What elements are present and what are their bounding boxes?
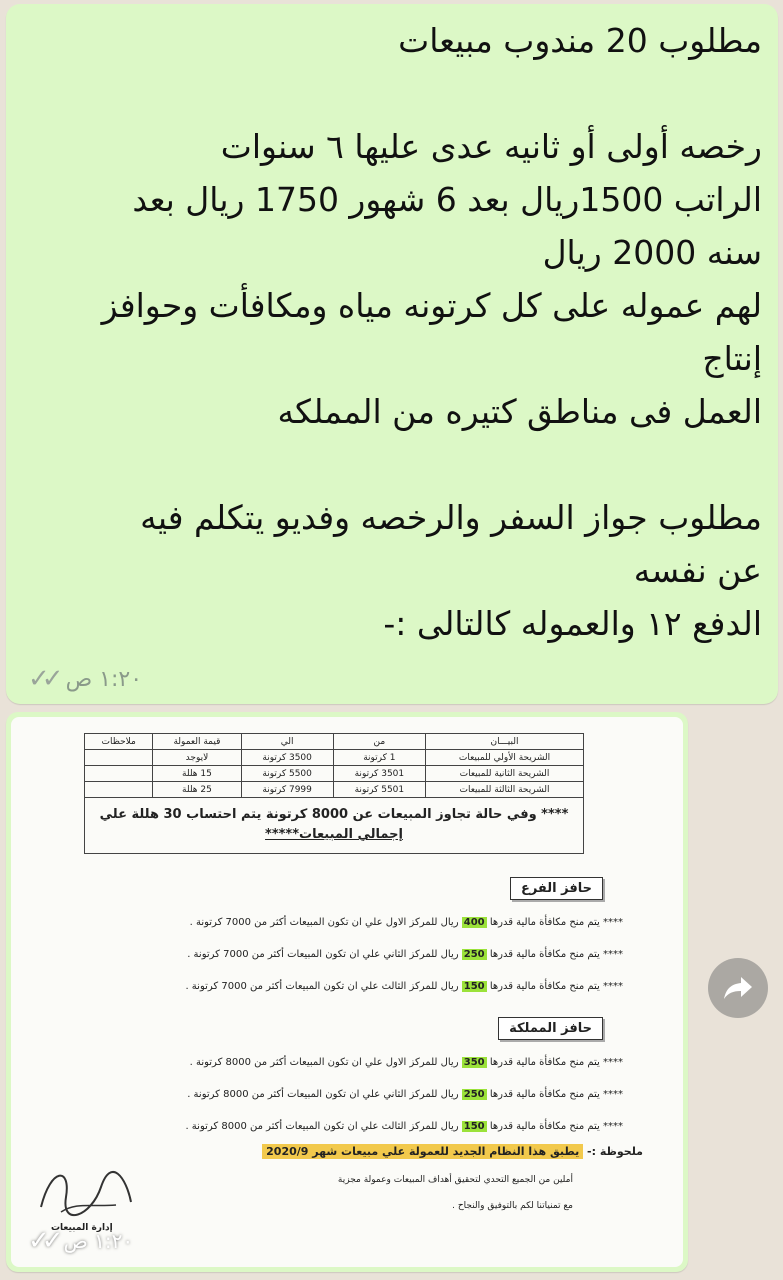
excess-sales-note-line: إجمالي المبيعات*****: [265, 827, 403, 842]
rule-prefix: **** يتم منح مكافأة مالية قدرها: [489, 981, 623, 992]
table-header: البيـــان: [425, 734, 583, 750]
message-line: العمل فى مناطق كتيره من المملكه: [277, 392, 762, 431]
message-line: مطلوب 20 مندوب مبيعات: [398, 21, 762, 60]
table-cell: 5501 كرتونة: [333, 782, 425, 798]
rule-suffix: ريال للمركز الثالث علي ان تكون المبيعات أكثر من 8000 كرتونة .: [185, 1121, 459, 1132]
table-cell: الشريحة الأولي للمبيعات: [425, 750, 583, 766]
rule-prefix: **** يتم منح مكافأة مالية قدرها: [489, 949, 623, 960]
commission-document-image[interactable]: [11, 717, 683, 1267]
message-time: ١:٢٠ ص: [65, 666, 143, 692]
text-message-bubble[interactable]: [6, 4, 778, 704]
table-row: [85, 766, 584, 782]
table-cell: [85, 750, 153, 766]
signature-icon: [31, 1157, 141, 1227]
rule-amount: 350: [463, 1057, 485, 1068]
rule-prefix: **** يتم منح مكافأة مالية قدرها: [489, 917, 623, 928]
table-cell: لايوجد: [153, 750, 241, 766]
message-line: سنه 2000 ريال: [542, 233, 762, 272]
table-cell: 3501 كرتونة: [333, 766, 425, 782]
image-message-meta: [28, 1226, 133, 1256]
rule-suffix: ريال للمركز الثاني علي ان تكون المبيعات أكثر من 7000 كرتونة .: [187, 949, 459, 960]
message-line: الراتب 1500ريال بعد 6 شهور 1750 ريال بعد: [132, 180, 762, 219]
table-cell: 1 كرتونة: [333, 750, 425, 766]
rule-amount: 150: [463, 981, 485, 992]
excess-sales-note: [84, 797, 584, 854]
table-cell: الشريحة الثانية للمبيعات: [425, 766, 583, 782]
rule-suffix: ريال للمركز الثالث علي ان تكون المبيعات أكثر من 7000 كرتونة .: [185, 981, 459, 992]
note-text: يطبق هذا النظام الجديد للعمولة علي مبيعات شهر 2020/9: [262, 1144, 583, 1159]
double-check-icon: ✓✓: [28, 664, 56, 694]
rule-amount: 400: [463, 917, 485, 928]
note-label: ملحوظة :-: [587, 1145, 643, 1158]
kingdom-rule: [103, 1089, 623, 1100]
footer-line: أملين من الجميع التحدي لتحقيق أهداف المبيعات وعمولة مجزية: [337, 1175, 573, 1185]
message-line: إنتاج: [702, 339, 762, 378]
table-cell: الشريحة الثالثة للمبيعات: [425, 782, 583, 798]
rule-suffix: ريال للمركز الاول علي ان تكون المبيعات أكثر من 7000 كرتونة .: [189, 917, 459, 928]
table-row: [85, 750, 584, 766]
forward-button[interactable]: [708, 958, 768, 1018]
table-header-row: [85, 734, 584, 750]
message-meta: [28, 664, 142, 694]
rule-suffix: ريال للمركز الاول علي ان تكون المبيعات أكثر من 8000 كرتونة .: [189, 1057, 459, 1068]
message-text: [22, 14, 762, 650]
commission-table: [84, 733, 584, 798]
rule-prefix: **** يتم منح مكافأة مالية قدرها: [489, 1089, 623, 1100]
signature-caption: إدارة المبيعات: [51, 1223, 113, 1233]
message-blank-line: [22, 67, 762, 120]
branch-rule: [103, 917, 623, 928]
table-header: من: [333, 734, 425, 750]
message-line: عن نفسه: [633, 551, 762, 590]
table-cell: [85, 766, 153, 782]
footer-line: مع تمنياتنا لكم بالتوفيق والنجاح .: [452, 1201, 573, 1211]
table-header: قيمة العمولة: [153, 734, 241, 750]
kingdom-rule: [103, 1121, 623, 1132]
message-blank-line: [22, 438, 762, 491]
kingdom-incentive-tag: حافز المملكة: [498, 1017, 603, 1040]
rule-amount: 250: [463, 1089, 485, 1100]
image-message-time: ١:٢٠ ص: [63, 1229, 134, 1253]
branch-rule: [103, 949, 623, 960]
double-check-icon: ✓✓: [28, 1226, 56, 1256]
rule-prefix: **** يتم منح مكافأة مالية قدرها: [489, 1057, 623, 1068]
image-message-bubble[interactable]: [6, 712, 688, 1272]
branch-incentive-tag: حافز الفرع: [510, 877, 603, 900]
rule-suffix: ريال للمركز الثاني علي ان تكون المبيعات أكثر من 8000 كرتونة .: [187, 1089, 459, 1100]
kingdom-rule: [103, 1057, 623, 1068]
rule-amount: 250: [463, 949, 485, 960]
table-cell: 25 هللة: [153, 782, 241, 798]
message-line: الدفع ١٢ والعموله كالتالى :-: [383, 604, 762, 643]
forward-arrow-icon: [723, 975, 753, 1001]
message-line: رخصه أولى أو ثانيه عدى عليها ٦ سنوات: [220, 127, 762, 166]
excess-sales-note-line: **** وفي حالة تجاوز المبيعات عن 8000 كرتونة يتم احتساب 30 هللة علي: [99, 807, 569, 822]
rule-amount: 150: [463, 1121, 485, 1132]
table-header: ملاحظات: [85, 734, 153, 750]
table-cell: 15 هللة: [153, 766, 241, 782]
table-cell: 7999 كرتونة: [241, 782, 333, 798]
message-line: لهم عموله على كل كرتونه مياه ومكافأت وحوافز: [101, 286, 762, 325]
table-cell: 5500 كرتونة: [241, 766, 333, 782]
table-cell: [85, 782, 153, 798]
table-header: الي: [241, 734, 333, 750]
rule-prefix: **** يتم منح مكافأة مالية قدرها: [489, 1121, 623, 1132]
table-cell: 3500 كرتونة: [241, 750, 333, 766]
message-line: مطلوب جواز السفر والرخصه وفديو يتكلم فيه: [140, 498, 762, 537]
branch-rule: [103, 981, 623, 992]
table-row: [85, 782, 584, 798]
application-note: [262, 1145, 643, 1158]
